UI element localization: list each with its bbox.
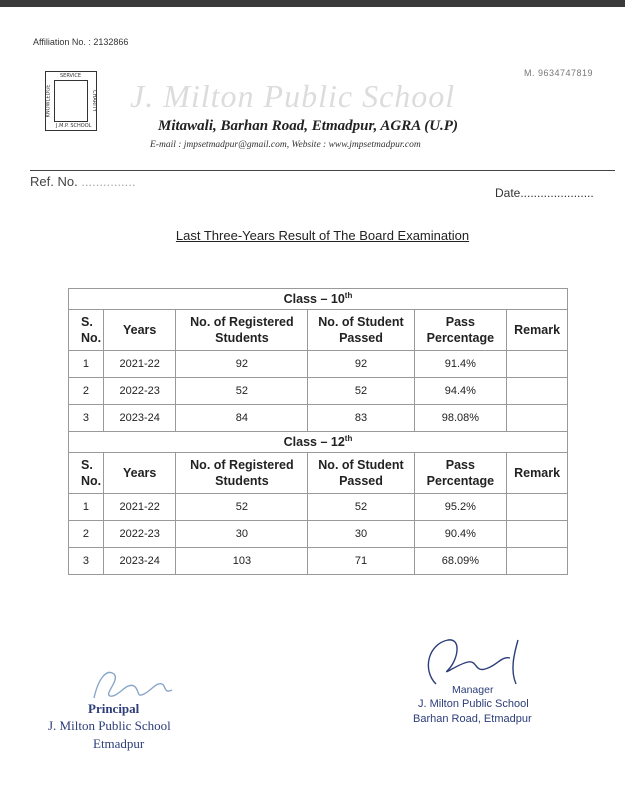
col-percentage: Pass Percentage bbox=[414, 453, 507, 494]
col-years: Years bbox=[103, 453, 175, 494]
school-logo bbox=[45, 71, 97, 131]
manager-school: J. Milton Public School bbox=[418, 698, 529, 710]
col-passed: No. of Student Passed bbox=[308, 453, 414, 494]
col-remark: Remark bbox=[507, 310, 568, 351]
class-12-heading: Class – 12th bbox=[69, 432, 568, 453]
table-header-row bbox=[69, 453, 568, 494]
col-percentage: Pass Percentage bbox=[414, 310, 507, 351]
table-row: 2 2022-23 30 30 90.4% bbox=[69, 521, 568, 548]
col-registered: No. of Registered Students bbox=[176, 310, 308, 351]
principal-school: J. Milton Public School bbox=[48, 718, 171, 733]
logo-text-left: KNOWLEDGE bbox=[45, 84, 52, 118]
col-registered: No. of Registered Students bbox=[176, 453, 308, 494]
class-10-heading: Class – 10th bbox=[69, 289, 568, 310]
col-passed: No. of Student Passed bbox=[308, 310, 414, 351]
col-sno: S. No. bbox=[69, 310, 104, 351]
logo-text-bottom: J.M.P. SCHOOL bbox=[56, 123, 92, 129]
table-row: 1 2021-22 52 52 95.2% bbox=[69, 494, 568, 521]
table-row: 3 2023-24 103 71 68.09% bbox=[69, 548, 568, 575]
logo-inner-frame bbox=[54, 80, 88, 122]
table-row: 3 2023-24 84 83 98.08% bbox=[69, 405, 568, 432]
ref-dots: ............... bbox=[81, 174, 136, 189]
table-row: 2 2022-23 52 52 94.4% bbox=[69, 378, 568, 405]
ref-label: Ref. No. bbox=[30, 174, 78, 189]
results-table bbox=[68, 288, 568, 575]
date-field: Date...................... bbox=[495, 186, 594, 200]
school-name-letterhead: J. Milton Public School bbox=[130, 78, 456, 114]
col-remark: Remark bbox=[507, 453, 568, 494]
table-header-row bbox=[69, 310, 568, 351]
table-row: 1 2021-22 92 92 91.4% bbox=[69, 351, 568, 378]
letterhead-divider bbox=[30, 170, 615, 171]
logo-text-top: SERVICE bbox=[60, 73, 82, 79]
principal-place: Etmadpur bbox=[93, 736, 145, 751]
principal-title: Principal bbox=[88, 701, 140, 716]
affiliation-number: Affiliation No. : 2132866 bbox=[33, 37, 129, 47]
manager-title: Manager bbox=[452, 684, 494, 696]
manager-address: Barhan Road, Etmadpur bbox=[413, 713, 532, 725]
col-sno: S. No. bbox=[69, 453, 104, 494]
school-address: Mitawali, Barhan Road, Etmadpur, AGRA (U.P) bbox=[158, 118, 458, 134]
school-contact: E-mail : jmpsetmadpur@gmail.com, Website : www.jmpsetmadpur.com bbox=[150, 140, 421, 150]
col-years: Years bbox=[103, 310, 175, 351]
reference-number bbox=[30, 174, 136, 189]
top-scan-border bbox=[0, 0, 625, 7]
page-title: Last Three-Years Result of The Board Examination bbox=[175, 228, 470, 243]
logo-text-right: CHARITY bbox=[91, 90, 98, 112]
mobile-number: M. 9634747819 bbox=[524, 68, 594, 78]
